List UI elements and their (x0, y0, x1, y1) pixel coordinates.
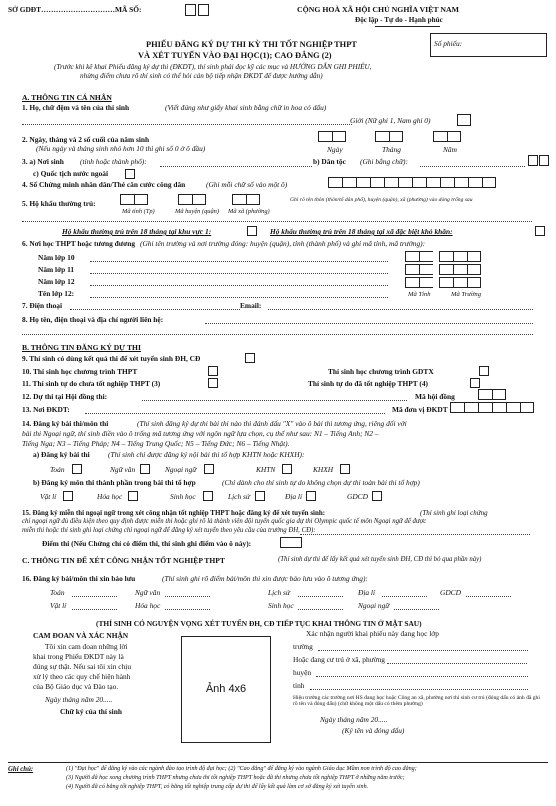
keep-vatli-label: Vật lí (50, 601, 67, 610)
council-code-label: Mã hội đồng (415, 392, 455, 401)
commune-code-label: Mã xã (phường) (228, 208, 270, 215)
field-13-label: 13. Nơi ĐKDT: (22, 405, 70, 414)
birth-day-boxes[interactable] (318, 131, 346, 142)
confirm-date: Ngày tháng năm 20..... (320, 715, 388, 724)
footer-label: Ghi chú: (8, 766, 34, 773)
region-1-box[interactable] (247, 226, 257, 236)
keep-vatli-line[interactable] (72, 609, 117, 610)
school-code-row-10[interactable] (405, 251, 481, 262)
school-code-row-12[interactable] (405, 277, 481, 288)
thpt-program-box[interactable] (208, 366, 218, 376)
field-14-note-2: bài thi Ngoại ngữ, thí sinh điền vào ô trống mã tương ứng với ngôn ngữ lựa chọn, cụ thể như sau: N1 – Tiếng Anh; N2 – (22, 429, 379, 438)
pledge-title: CAM ĐOAN VÀ XÁC NHẬN (33, 631, 129, 640)
free-graduated-box[interactable] (470, 378, 480, 388)
school-code-label: Mã Trường (451, 291, 482, 298)
use-result-box[interactable] (245, 353, 255, 363)
free-graduated-label: Thí sinh tự do đã tốt nghiệp THPT (4) (308, 379, 428, 388)
form-title-line1: PHIẾU ĐĂNG KÝ DỰ THI KỲ THI TỐT NGHIỆP THPT (146, 40, 357, 49)
field-7-label: 7. Điện thoại (22, 301, 63, 310)
pledge-line-4: xử lý theo các quy chế hiện hành (33, 672, 131, 681)
exam-khtn-label: KHTN (256, 465, 276, 474)
field-14-label: 14. Đăng ký bài thi/môn thi (22, 419, 109, 428)
pledge-line-2: khai trong Phiếu ĐKDT này là (33, 652, 124, 661)
keep-lichsu-label: Lịch sử (268, 588, 290, 597)
special-commune-label: Hộ khẩu thường trú trên 18 tháng tại xã đặc biệt khó khăn: (270, 227, 453, 236)
exam-toan-label: Toán (50, 465, 65, 474)
field-14-note-1: (Thí sinh đăng ký dự thi bài thi nào thì đánh dấu "X" vào ô bài thi tương ứng, riêng đối với (137, 419, 407, 428)
field-11-label: 11. Thí sinh tự do chưa tốt nghiệp THPT (3) (22, 379, 161, 388)
footer-note-1: (1) "Đại học" để đăng ký vào các ngành đào tạo trình độ đại học; (2) "Cao đẳng" để đăng ký vào ngành Giáo dục Mầm non trình độ cao đẳng; (66, 766, 417, 772)
confirm-district-line[interactable] (316, 676, 528, 677)
confirm-signature-label: (Ký tên và đóng dấu) (342, 726, 405, 735)
keep-diali-line[interactable] (382, 596, 427, 597)
keep-sinhhoc-line[interactable] (298, 609, 343, 610)
confirm-residence-line[interactable] (387, 663, 527, 664)
field-2-note: (Nếu ngày và tháng sinh nhỏ hơn 10 thì ghi số 0 ở ô đầu) (36, 144, 206, 153)
field-8-label: 8. Họ tên, điện thoại và địa chỉ người liên hệ: (22, 315, 164, 324)
sub-gdcd-label: GDCD (347, 492, 368, 501)
field-4-note: (Ghi mỗi chữ số vào một ô) (206, 180, 288, 189)
field-3a-label: 3. a) Nơi sinh (22, 157, 64, 166)
keep-toan-label: Toán (50, 588, 65, 597)
pledge-signature-label: Chữ ký của thí sinh (60, 707, 122, 716)
field-16-label: 16. Đăng ký bài/môn thi xin bảo lưu (22, 574, 136, 583)
field-15-note-3: miễn thi hoặc thí sinh ghi loại chứng chỉ ngoại ngữ để đăng ký xét tuyển theo yêu cầu của trường ĐH, CĐ): (22, 527, 316, 534)
field-16-note: (Thí sinh ghi rõ điểm bài/môn thi xin được bảo lưu vào ô tương ứng): (162, 574, 368, 583)
contact-line-1[interactable] (205, 323, 533, 324)
field-6-label: 6. Nơi học THPT hoặc tương đương (22, 239, 136, 248)
pledge-line-1: Tôi xin cam đoan những lời (45, 642, 128, 651)
confirm-note: Hiệu trưởng các trường nơi HS đang học hoặc Công an xã, phường nơi thí sinh cư trú (đóng dấu có ảnh đã ghi rõ tên và đóng dấu) (chữ không một dấu có thêm phường) (293, 695, 540, 708)
sub-sinhhoc-box[interactable] (203, 491, 213, 501)
region-1-label: Hộ khẩu thường trú trên 18 tháng tại khu vực 1: (62, 227, 212, 236)
grade-12-label: Năm lớp 12 (38, 277, 75, 286)
field-3a-note: (tỉnh hoặc thành phố): (80, 157, 147, 166)
field-15-label: 15. Đăng ký miễn thi ngoại ngữ trong xét công nhận tốt nghiệp THPT hoặc đăng ký để xét tuyển sinh: (22, 509, 326, 517)
so-phieu-box[interactable] (430, 33, 547, 57)
keep-toan-line[interactable] (72, 596, 117, 597)
grade-11-label: Năm lớp 11 (38, 265, 75, 274)
exam-khxh-label: KHXH (313, 465, 334, 474)
field-15-note-1: (Thí sinh ghi loại chứng (420, 509, 488, 517)
field-14b-note: (Chỉ dành cho thí sinh tự do không chọn dự thi toàn bài thi tổ hợp) (222, 478, 420, 487)
province-code-boxes[interactable] (120, 194, 148, 205)
confirm-school-line[interactable] (318, 650, 528, 651)
exam-nguvan-box[interactable] (140, 464, 150, 474)
field-6-note: (Ghi tên trường và nơi trường đóng: huyện (quận), tỉnh (thành phố) và ghi mã tỉnh, mã trường): (140, 239, 426, 248)
field-14-note-3: Tiếng Nga; N3 – Tiếng Pháp; N4 – Tiếng Trung Quốc; N5 – Tiếng Đức; N6 – Tiếng Nhật). (22, 439, 290, 448)
sub-gdcd-box[interactable] (372, 491, 382, 501)
email-label: Email: (240, 301, 262, 310)
footer-note-3: (4) Người đã có bằng tốt nghiệp THPT, có bằng tốt nghiệp trung cấp dự thi để lấy kết quả làm cơ sở đăng ký xét tuyển sinh. (66, 784, 369, 790)
full-name-line[interactable] (22, 124, 352, 125)
exam-toan-box[interactable] (72, 464, 82, 474)
keep-nguvan-line[interactable] (165, 596, 210, 597)
section-c-title: C. THÔNG TIN ĐỂ XÉT CÔNG NHẬN TỐT NGHIỆP THPT (22, 556, 225, 565)
back-page-note: (THÍ SINH CÓ NGUYỆN VỌNG XÉT TUYỂN ĐH, CĐ TIẾP TỤC KHAI THÔNG TIN Ở MẶT SAU) (96, 619, 422, 628)
sub-vatli-box[interactable] (63, 491, 73, 501)
confirm-school-label: trường (293, 642, 313, 651)
contact-line-2[interactable] (22, 334, 533, 335)
ethnicity-line[interactable] (420, 166, 525, 167)
grade-11-line[interactable] (90, 273, 388, 274)
district-code-boxes[interactable] (178, 194, 206, 205)
class-12-label: Tên lớp 12: (38, 289, 75, 298)
registration-place-line[interactable] (85, 413, 385, 414)
sub-lichsu-box[interactable] (255, 491, 265, 501)
keep-gdcd-line[interactable] (466, 596, 511, 597)
email-line[interactable] (268, 309, 533, 310)
ethnicity-box-2[interactable] (539, 155, 549, 166)
gdtx-box[interactable] (479, 366, 489, 376)
field-5-note: Ghi rõ tên thôn (thôn/tổ dân phố), huyện (quận), xã (phường) vào dòng trống sau (290, 197, 473, 203)
field-10-label: 10. Thí sinh học chương trình THPT (22, 367, 138, 376)
exam-council-line[interactable] (142, 400, 407, 401)
address-line[interactable] (22, 221, 532, 222)
sub-sinhhoc-label: Sinh học (170, 492, 196, 501)
gender-box[interactable] (457, 114, 471, 126)
grade-12-line[interactable] (90, 285, 388, 286)
district-code-label: Mã huyện (quận) (175, 208, 220, 215)
keep-hoahoc-line[interactable] (165, 609, 210, 610)
sub-hoahoc-box[interactable] (128, 491, 138, 501)
grade-10-label: Năm lớp 10 (38, 253, 75, 262)
field-3c-label: c) Quốc tịch nước ngoài (33, 169, 109, 178)
field-2-label: 2. Ngày, tháng và 2 số cuối của năm sinh (22, 135, 150, 144)
province-code-label-2: Mã Tỉnh (408, 291, 431, 298)
province-code-label: Mã tỉnh (Tp) (122, 208, 155, 215)
foreign-nationality-box[interactable] (125, 169, 135, 179)
country-name: CỘNG HOÀ XÃ HỘI CHỦ NGHĨA VIỆT NAM (297, 5, 459, 14)
commune-code-boxes[interactable] (232, 194, 260, 205)
keep-diali-label: Địa lí (358, 588, 376, 597)
motto: Độc lập - Tự do - Hạnh phúc (355, 16, 443, 24)
birth-year-boxes[interactable] (433, 131, 461, 142)
field-14a-label: a) Đăng ký bài thi (33, 450, 90, 459)
section-a-title: A. THÔNG TIN CÁ NHÂN (22, 93, 112, 102)
score-label: Điểm thi (Nếu Chứng chỉ có điểm thi, thí sinh ghi điểm vào ô này): (42, 539, 252, 548)
field-15-note-2: chỉ ngoại ngữ đủ điều kiện theo quy định được miễn thi hoặc ghi rõ là thành viên đội tuyển quốc gia dự thi Olympic quốc tế môn Ngoại ngữ để được (22, 518, 427, 525)
field-12-label: 12. Dự thi tại Hội đồng thi: (22, 392, 108, 401)
sub-vatli-label: Vật lí (40, 492, 57, 501)
keep-hoahoc-label: Hóa học (135, 601, 161, 610)
confirm-line-1: Xác nhận người khai phiếu này đang học lớp (306, 629, 439, 638)
sub-lichsu-label: Lịch sử (228, 492, 250, 501)
council-code-boxes[interactable] (478, 389, 506, 400)
ma-so-box-1[interactable] (185, 4, 196, 16)
sub-diali-label: Địa lí (285, 492, 303, 501)
form-note-line1: (Trước khi kê khai Phiếu đăng ký dự thi (ĐKDT), thí sinh phải đọc kỹ các mục và HƯỚNG DẪN GHI PHIẾU, (54, 63, 372, 71)
month-label: Tháng (382, 145, 401, 154)
day-label: Ngày (327, 145, 343, 154)
keep-ngoaingu-label: Ngoại ngữ (358, 601, 390, 610)
exam-nguvan-label: Ngữ văn (110, 465, 136, 474)
exam-ngoaingu-box[interactable] (204, 464, 214, 474)
confirm-province-line[interactable] (310, 689, 528, 690)
gdtx-label: Thí sinh học chương trình GDTX (328, 367, 434, 376)
keep-gdcd-label: GDCD (440, 588, 461, 597)
ma-so-box-2[interactable] (198, 4, 209, 16)
keep-sinhhoc-label: Sinh học (268, 601, 294, 610)
keep-ngoaingu-line[interactable] (394, 609, 439, 610)
free-not-graduated-box[interactable] (208, 378, 218, 388)
field-1-label: 1. Họ, chữ đệm và tên của thí sinh (22, 103, 130, 112)
motto-underline (375, 26, 440, 27)
class-12-line[interactable] (90, 297, 388, 298)
field-5-label: 5. Hộ khẩu thường trú: (22, 199, 96, 208)
field-4-label: 4. Số Chứng minh nhân dân/Thẻ căn cước công dân (22, 180, 186, 189)
id-number-boxes[interactable] (328, 177, 496, 188)
pledge-line-3: đúng sự thật. Nếu sai tôi xin chịu (33, 662, 132, 671)
field-3b-note: (Ghi bằng chữ): (360, 157, 408, 166)
confirm-residence-label: Hoặc đang cư trú ở xã, phường (293, 655, 385, 664)
unit-code-boxes[interactable] (450, 402, 534, 413)
exam-khxh-box[interactable] (340, 464, 350, 474)
photo-label: Ảnh 4x6 (205, 682, 247, 695)
confirm-district-label: huyện (293, 668, 312, 677)
birth-month-boxes[interactable] (375, 131, 403, 142)
field-1-note: (Viết đúng như giấy khai sinh bằng chữ in hoa có dấu) (165, 103, 327, 112)
ethnicity-box-1[interactable] (528, 155, 538, 166)
so-gddt-label: SỞ GDĐT…………………………MÃ SỐ: (8, 5, 142, 14)
footer-divider (8, 762, 548, 763)
year-label: Năm (443, 145, 457, 154)
grade-10-line[interactable] (90, 261, 388, 262)
score-box[interactable] (280, 537, 302, 548)
special-commune-box[interactable] (535, 226, 545, 236)
keep-lichsu-line[interactable] (298, 596, 343, 597)
confirm-province-label: tỉnh (293, 681, 305, 690)
field-3b-label: b) Dân tộc (313, 157, 346, 166)
birthplace-line[interactable] (160, 166, 312, 167)
photo-box[interactable] (181, 636, 271, 743)
section-b-title: B. THÔNG TIN ĐĂNG KÝ DỰ THI (22, 343, 141, 352)
phone-line[interactable] (70, 309, 240, 310)
footer-note-2: (3) Người đã học xong chương trình THPT nhưng chưa thi tốt nghiệp THPT hoặc đã thi nhưng chưa tốt nghiệp THPT ở những năm trước; (66, 775, 405, 781)
form-note-line2: nhừng điểm chưa rõ thí sinh có thể hỏi cán bộ tiếp nhận ĐKDT để được hướng dẫn) (80, 72, 323, 80)
section-c-note: (Thí sinh dự thi để lấy kết quả xét tuyển sinh ĐH, CĐ thì bỏ qua phần này) (278, 556, 482, 563)
keep-nguvan-label: Ngữ văn (135, 588, 161, 597)
form-title-line2: VÀ XÉT TUYỂN VÀO ĐẠI HỌC(1); CAO ĐẲNG (2) (138, 51, 332, 60)
so-phieu-label: Số phiếu: (434, 39, 463, 48)
school-code-row-11[interactable] (405, 264, 481, 275)
unit-code-label: Mã đơn vị ĐKDT (392, 405, 448, 414)
field-9-label: 9. Thí sinh có dùng kết quả thi để xét tuyển sinh ĐH, CĐ (22, 354, 201, 363)
field-14b-label: b) Đăng ký môn thi thành phần trong bài thi tổ hợp (33, 478, 196, 487)
sub-hoahoc-label: Hóa học (97, 492, 123, 501)
sub-diali-box[interactable] (306, 491, 316, 501)
pledge-line-5: của Bộ Giáo dục và Đào tạo. (33, 682, 119, 691)
exam-ngoaingu-label: Ngoại ngữ (165, 465, 197, 474)
certificate-line[interactable] (300, 534, 530, 535)
field-14a-note: (Thí sinh chỉ được đăng ký nội bài thi tổ hợp KHTN hoặc KHXH): (108, 450, 305, 459)
exam-khtn-box[interactable] (282, 464, 292, 474)
gender-label: Giới (Nữ ghi 1, Nam ghi 0) (350, 116, 431, 125)
pledge-date: Ngày tháng năm 20..... (45, 695, 113, 704)
